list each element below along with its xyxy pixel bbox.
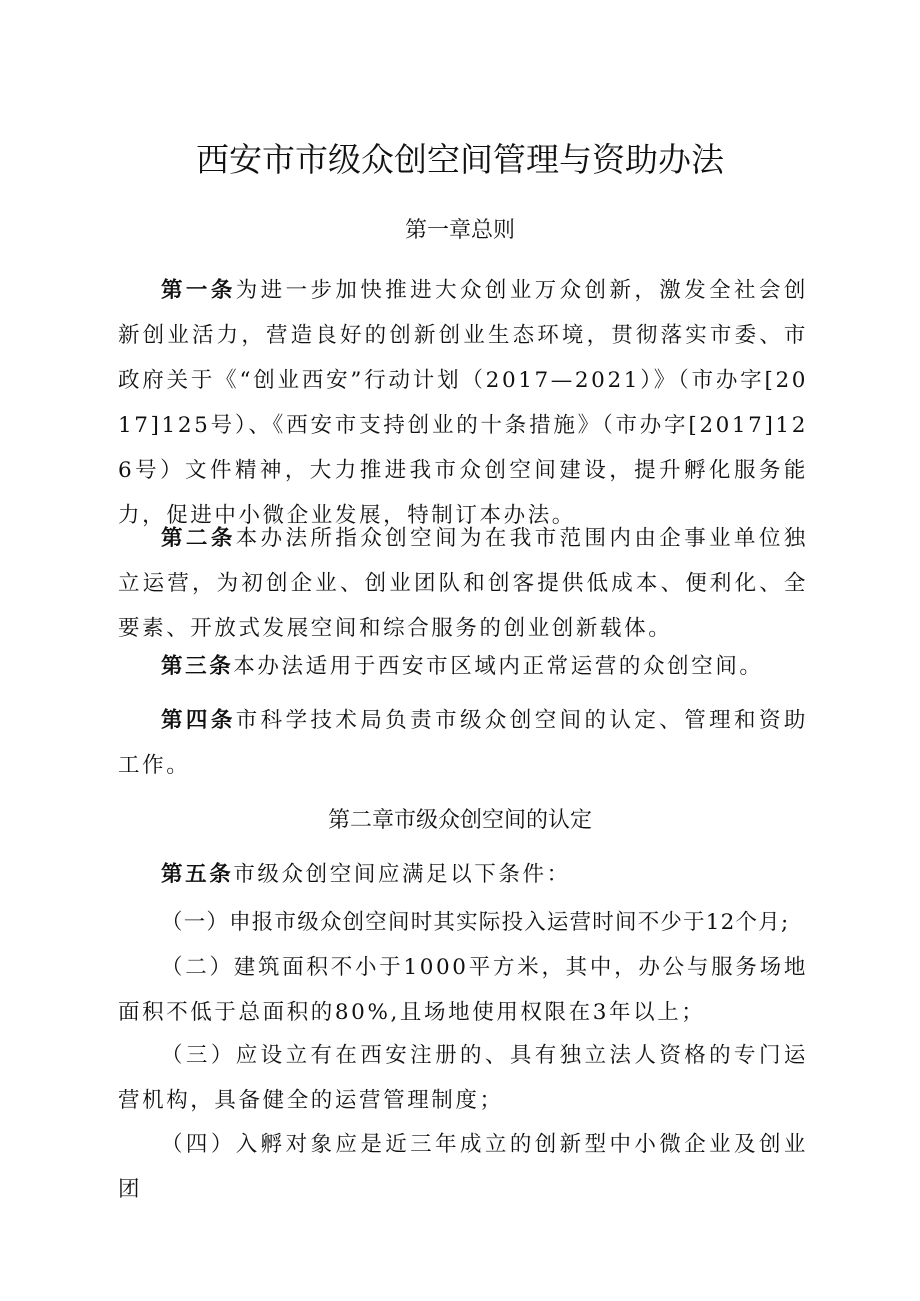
article-2 (118, 516, 808, 651)
article-text: 本办法所指众创空间为在我市范围内由企事业单位独立运营，为初创企业、创业团队和创客提供低成本、便利化、全要素、开放式发展空间和综合服务的创业创新载体。 (118, 526, 808, 641)
article-label: 第二条 (161, 526, 236, 551)
condition-item-3: （三）应设立有在西安注册的、具有独立法人资格的专门运营机构，具备健全的运营管理制度； (118, 1043, 808, 1113)
document-title: 西安市市级众创空间管理与资助办法 (196, 140, 724, 179)
article-5 (118, 852, 808, 897)
article-3 (118, 644, 808, 689)
article-text: 市级众创空间应满足以下条件： (233, 862, 571, 887)
article-text: 市科学技术局负责市级众创空间的认定、管理和资助工作。 (118, 708, 808, 778)
article-4 (118, 698, 808, 788)
article-text: 本办法适用于西安市区域内正常运营的众创空间。 (233, 654, 764, 679)
article-label: 第三条 (161, 654, 234, 679)
article-text: 为进一步加快推进大众创业万众创新，激发全社会创新创业活力，营造良好的创新创业生态环境，贯彻落实市委、市政府关于《“创业西安”行动计划（2017—2021）》（市办字[2017]125号）、《西安市支持创业的十条措施》（市办字[2017]126号）文件精神，大力推进我市众创空间建设，提升孵化服务能力，促进中小微企业发展，特制订本办法。 (118, 278, 808, 528)
chapter-heading-1: 第一章总则 (404, 218, 515, 243)
condition-item-4: （四）入孵对象应是近三年成立的创新型中小微企业及创业团 (118, 1132, 808, 1202)
chapter-heading-2: 第二章市级众创空间的认定 (327, 808, 592, 833)
article-label: 第五条 (161, 862, 234, 887)
condition-item-1: （一）申报市级众创空间时其实际投入运营时间不少于12个月; (161, 910, 790, 935)
condition-item-2: （二）建筑面积不小于1000平方米，其中，办公与服务场地面积不低于总面积的80%,且场地使用权限在3年以上； (118, 955, 808, 1025)
article-1 (118, 268, 808, 538)
article-label: 第一条 (161, 278, 236, 303)
article-label: 第四条 (161, 708, 236, 733)
